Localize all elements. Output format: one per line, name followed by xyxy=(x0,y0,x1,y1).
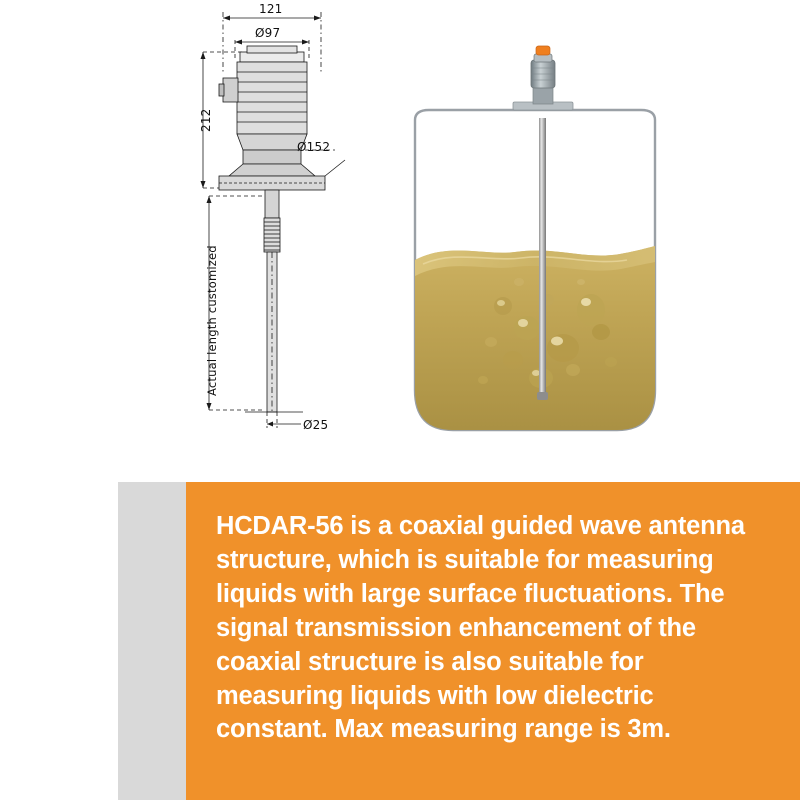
probe-rod xyxy=(539,118,546,398)
caption-band xyxy=(0,482,800,800)
tank-illustration xyxy=(395,10,695,450)
dimension-flange-diameter: Ø152 xyxy=(297,140,331,154)
dimension-housing-height: 212 xyxy=(199,108,213,132)
caption-box xyxy=(186,482,800,800)
dimension-probe-length: Actual length customized xyxy=(205,245,219,396)
liquid-body xyxy=(415,246,655,440)
tank-illustration-svg xyxy=(395,10,695,450)
sensor-cap xyxy=(536,46,550,55)
dimension-width-top: 121 xyxy=(259,2,283,16)
dimension-probe-diameter: Ø25 xyxy=(303,418,329,432)
sensor-head xyxy=(531,46,555,104)
caption-text: HCDAR-56 is a coaxial guided wave antenna structure, which is suitable for measuring liquids with large surface fluctuations. The signal transmission enhancement of the coaxial structure is also suitable for measuring liquids with low dielectric constant. Max measuring range is 3m. xyxy=(216,512,745,744)
dimension-housing-diameter: Ø97 xyxy=(255,26,281,40)
dimension-drawing xyxy=(185,0,395,460)
caption-side-strip xyxy=(118,482,186,800)
